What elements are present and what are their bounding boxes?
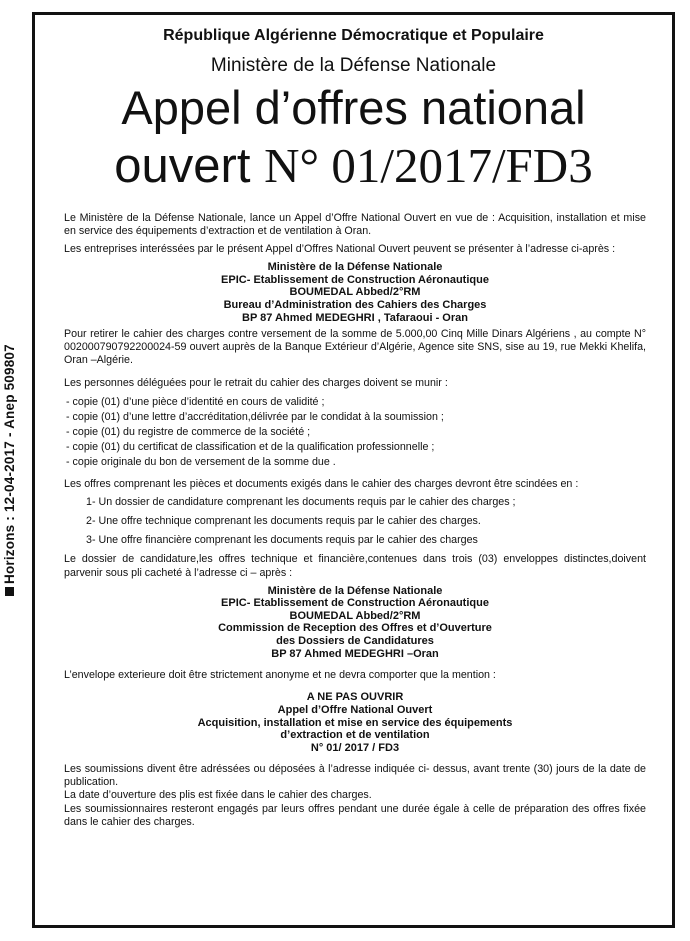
list-item: - copie (01) du certificat de classification et de la qualification professionnelle ; xyxy=(66,440,435,453)
intro-paragraph: Le Ministère de la Défense Nationale, lance un Appel d’Offre National Ouvert en vue de : Acquisition, installation et mise en service des équipements d’extraction et de ventilation à Oran. xyxy=(64,212,646,238)
closing-paragraph: Les soumissionnaires resteront engagés par leurs offres pendant une durée égale à celle de préparation des offres fixée dans le cahier des charges. xyxy=(64,802,646,828)
address-line: EPIC- Etablissement de Construction Aéronautique xyxy=(221,273,489,286)
list-item: 3- Une offre financière comprenant les documents requis par le cahier des charges xyxy=(86,534,478,547)
page-title-line2 xyxy=(32,137,675,195)
page-title-line1: Appel d’offres national xyxy=(121,81,586,134)
dossier-paragraph: Le dossier de candidature,les offres technique et financière,contenues dans trois (03) enveloppes distinctes,doivent parvenir sous pli cacheté à l’adresse ci – après : xyxy=(64,553,646,579)
publication-credit: Horizons : 12-04-2017 - Anep 509807 xyxy=(2,344,17,584)
closing-paragraph: La date d’ouverture des plis est fixée dans le cahier des charges. xyxy=(64,789,372,802)
square-bullet-icon xyxy=(5,587,14,596)
mention-line: N° 01/ 2017 / FD3 xyxy=(310,741,400,754)
mention-line: A NE PAS OUVRIR xyxy=(306,691,404,704)
closing-paragraph: Les soumissions divent être adréssées ou déposées à l’adresse indiquée ci- dessus, avant trente (30) jours de la date de publication. xyxy=(64,763,646,789)
address-block-1 xyxy=(64,261,646,324)
address-line: BP 87 Ahmed MEDEGHRI –Oran xyxy=(271,647,439,660)
address-line: Bureau d’Administration des Cahiers des Charges xyxy=(223,299,487,312)
mention-line: Acquisition, installation et mise en service des équipements xyxy=(197,716,513,729)
list-item: - copie (01) du registre de commerce de la société ; xyxy=(66,425,311,438)
address-line: des Dossiers de Candidatures xyxy=(276,635,434,648)
closing-block xyxy=(64,763,646,828)
invite-paragraph: Les entreprises interéssées par le présent Appel d’Offres National Ouvert peuvent se présenter à l’adresse ci-après : xyxy=(64,243,616,256)
address-line: EPIC- Etablissement de Construction Aéronautique xyxy=(221,597,489,610)
address-line: Ministère de la Défense Nationale xyxy=(267,584,443,597)
document-body xyxy=(64,212,646,834)
list-item: - copie (01) d’une pièce d’identité en cours de validité ; xyxy=(66,395,325,408)
address-line: BP 87 Ahmed MEDEGHRI , Tafaraoui - Oran xyxy=(242,311,468,324)
mention-line: d’extraction et de ventilation xyxy=(280,729,430,742)
address-line: Commission de Reception des Offres et d’Ouverture xyxy=(218,622,492,635)
documents-list xyxy=(64,396,646,469)
sidebar-publication-label xyxy=(2,344,28,616)
ministry-header: Ministère de la Défense Nationale xyxy=(210,55,497,76)
withdraw-paragraph: Pour retirer le cahier des charges contre versement de la somme de 5.000,00 Cinq Mille Dinars Algériens , au compte N° 002000790792200024-59 ouvert auprès de la Banque Extérieur d’Algérie, Agence site SNS, sise au 19, rue Mekki Khelifa, Oran –Algérie. xyxy=(64,328,646,367)
list-item: - copie (01) d’une lettre d’accréditation,délivrée par le condidat à la soumission ; xyxy=(66,410,444,423)
address-line: BOUMEDAL Abbed/2°RM xyxy=(289,609,421,622)
list-item: - copie originale du bon de versement de la somme due . xyxy=(66,456,336,468)
delegates-paragraph: Les personnes déléguées pour le retrait du cahier des charges doivent se munir : xyxy=(64,376,448,389)
list-item: 2- Une offre technique comprenant les documents requis par le cahier des charges. xyxy=(86,515,481,528)
offers-list xyxy=(64,496,646,547)
address-block-2 xyxy=(64,585,646,661)
mention-block xyxy=(64,691,646,754)
list-item: 1- Un dossier de candidature comprenant les documents requis par le cahier des charges ; xyxy=(86,496,516,509)
address-line: BOUMEDAL Abbed/2°RM xyxy=(289,286,421,299)
address-line: Ministère de la Défense Nationale xyxy=(267,261,443,274)
mention-line: Appel d’Offre National Ouvert xyxy=(277,703,433,716)
tender-number: N° 01/2017/FD3 xyxy=(264,138,593,193)
offers-intro-paragraph: Les offres comprenant les pièces et documents exigés dans le cahier des charges devront être scindées en : xyxy=(64,478,579,491)
republic-header: République Algérienne Démocratique et Populaire xyxy=(163,27,544,44)
envelope-paragraph: L’envelope exterieure doit être strictement anonyme et ne devra comporter que la mention : xyxy=(64,669,496,682)
title-word: ouvert xyxy=(114,139,251,193)
